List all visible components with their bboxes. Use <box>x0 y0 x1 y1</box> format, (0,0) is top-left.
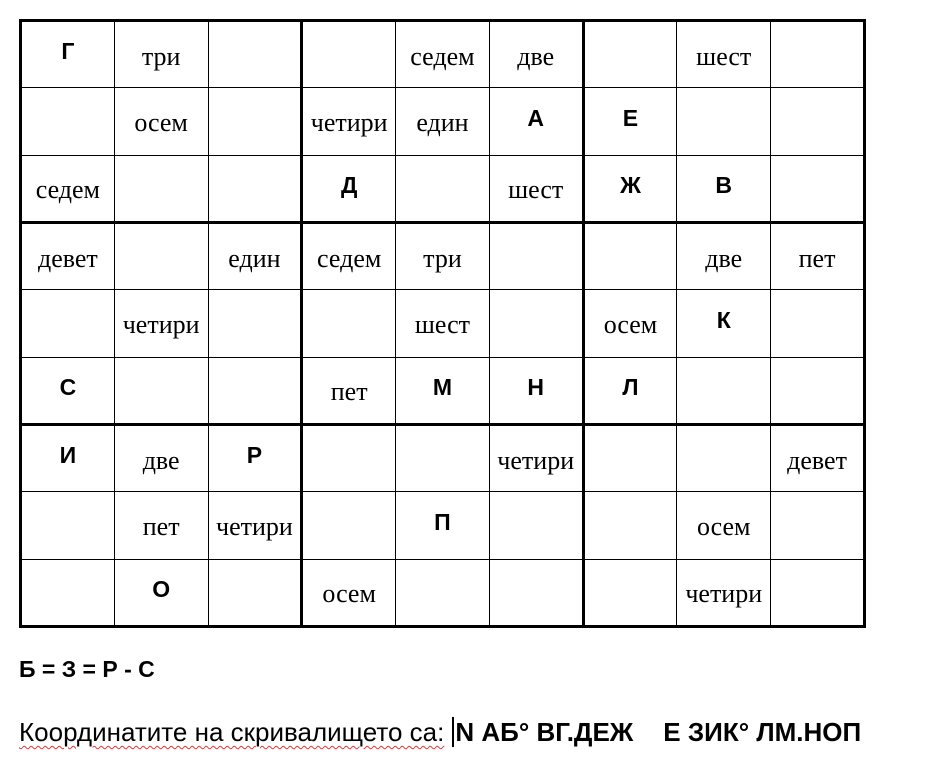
grid-cell <box>114 357 208 424</box>
grid-row <box>21 88 865 155</box>
grid-cell: осем <box>583 290 677 357</box>
grid-cell-letter: И <box>21 424 115 491</box>
formula-line: Б = З = Р - С <box>19 656 155 682</box>
grid-cell: три <box>396 222 490 289</box>
grid-cell <box>771 290 865 357</box>
grid-cell: две <box>489 21 583 88</box>
grid-cell: четири <box>489 424 583 491</box>
grid-cell <box>771 88 865 155</box>
grid-cell-letter: О <box>114 559 208 626</box>
grid-cell <box>677 88 771 155</box>
grid-cell <box>114 222 208 289</box>
grid-cell: четири <box>677 559 771 626</box>
grid-cell: девет <box>21 222 115 289</box>
grid-cell: девет <box>771 424 865 491</box>
sudoku-grid <box>19 19 866 628</box>
grid-cell <box>583 559 677 626</box>
grid-cell: един <box>396 88 490 155</box>
grid-cell <box>302 21 396 88</box>
grid-cell <box>771 492 865 559</box>
grid-cell <box>677 357 771 424</box>
grid-cell <box>208 21 302 88</box>
grid-cell <box>489 492 583 559</box>
grid-cell: две <box>114 424 208 491</box>
grid-cell <box>208 88 302 155</box>
grid-cell: четири <box>302 88 396 155</box>
grid-cell <box>396 155 490 222</box>
grid-cell <box>21 88 115 155</box>
grid-cell: седем <box>21 155 115 222</box>
grid-cell <box>583 492 677 559</box>
grid-cell: пет <box>114 492 208 559</box>
grid-cell <box>771 21 865 88</box>
grid-cell-letter: Н <box>489 357 583 424</box>
grid-cell <box>583 424 677 491</box>
grid-cell: един <box>208 222 302 289</box>
grid-cell: седем <box>302 222 396 289</box>
grid-cell <box>21 290 115 357</box>
grid-cell: осем <box>114 88 208 155</box>
grid-cell <box>489 559 583 626</box>
grid-cell-letter: В <box>677 155 771 222</box>
grid-cell <box>771 357 865 424</box>
grid-cell <box>771 155 865 222</box>
grid-cell: осем <box>677 492 771 559</box>
grid-row <box>21 155 865 222</box>
grid-cell: осем <box>302 559 396 626</box>
grid-cell <box>21 492 115 559</box>
grid-cell: шест <box>489 155 583 222</box>
grid-cell <box>583 21 677 88</box>
grid-cell <box>489 222 583 289</box>
grid-cell: три <box>114 21 208 88</box>
grid-cell <box>21 559 115 626</box>
grid-cell-letter: Д <box>302 155 396 222</box>
grid-cell-letter: Р <box>208 424 302 491</box>
grid-cell-letter: К <box>677 290 771 357</box>
grid-cell <box>208 357 302 424</box>
coordinates-label: Координатите на скривалището са: <box>19 717 445 747</box>
grid-cell: четири <box>114 290 208 357</box>
grid-cell <box>677 424 771 491</box>
grid-cell-letter: А <box>489 88 583 155</box>
grid-cell <box>302 424 396 491</box>
grid-cell-letter: Ж <box>583 155 677 222</box>
grid-cell: седем <box>396 21 490 88</box>
grid-cell <box>208 559 302 626</box>
grid-cell <box>771 559 865 626</box>
grid-cell-letter: М <box>396 357 490 424</box>
grid-cell <box>489 290 583 357</box>
grid-cell <box>302 492 396 559</box>
grid-cell <box>302 290 396 357</box>
grid-row <box>21 21 865 88</box>
grid-cell: четири <box>208 492 302 559</box>
grid-row <box>21 492 865 559</box>
grid-cell: пет <box>771 222 865 289</box>
grid-cell <box>208 290 302 357</box>
grid-cell-letter: П <box>396 492 490 559</box>
grid-cell <box>583 222 677 289</box>
grid-cell <box>396 424 490 491</box>
grid-cell <box>396 559 490 626</box>
grid-cell: пет <box>302 357 396 424</box>
coordinates-line <box>19 717 861 748</box>
grid-cell <box>208 155 302 222</box>
grid-cell-letter: С <box>21 357 115 424</box>
grid-cell: шест <box>396 290 490 357</box>
grid-row <box>21 290 865 357</box>
grid-row <box>21 222 865 289</box>
grid-cell: шест <box>677 21 771 88</box>
grid-cell-letter: Г <box>21 21 115 88</box>
grid-cell-letter: Л <box>583 357 677 424</box>
grid-row <box>21 357 865 424</box>
grid-row <box>21 559 865 626</box>
grid-row <box>21 424 865 491</box>
coordinates-east: Е ЗИК° ЛМ.НОП <box>663 717 862 747</box>
grid-cell-letter: Е <box>583 88 677 155</box>
grid-cell <box>114 155 208 222</box>
grid-cell: две <box>677 222 771 289</box>
coordinates-north: N АБ° ВГ.ДЕЖ <box>455 717 634 747</box>
